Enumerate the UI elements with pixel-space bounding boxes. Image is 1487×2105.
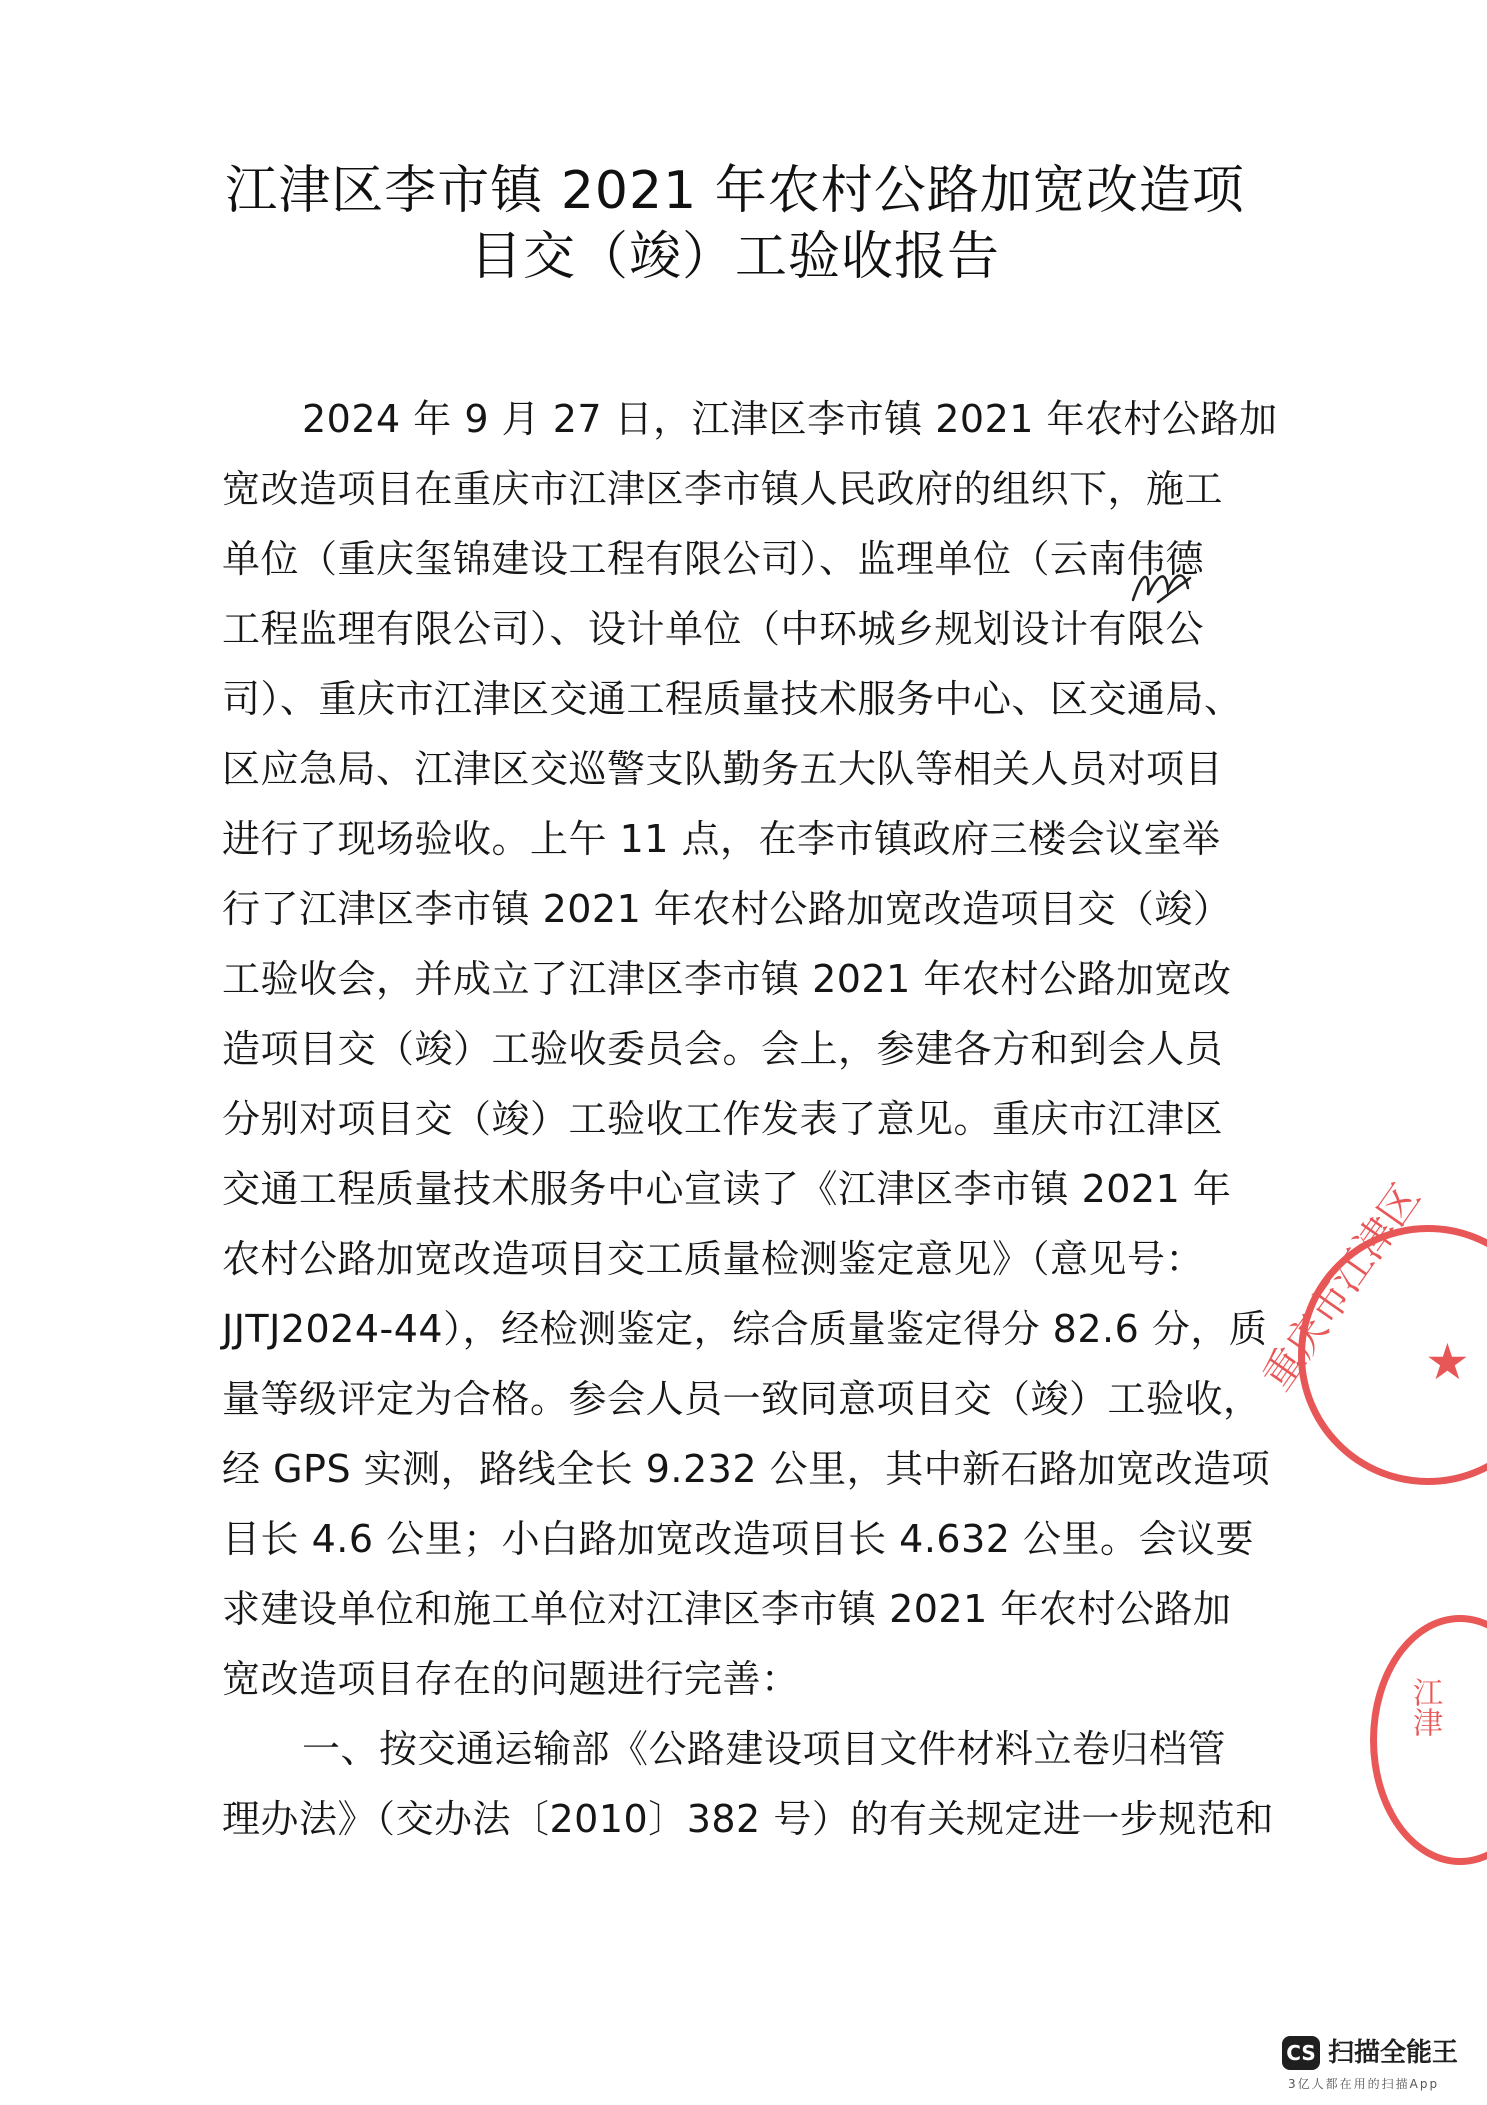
- body-line: 工程监理有限公司）、设计单位（中环城乡规划设计有限公: [222, 607, 1205, 651]
- official-seal-stamp: [1254, 1175, 1487, 1485]
- body-line: 交通工程质量技术服务中心宣读了《江津区李市镇 2021 年: [222, 1167, 1232, 1211]
- body-line: 一、按交通运输部《公路建设项目文件材料立卷归档管: [302, 1727, 1227, 1771]
- body-line: 分别对项目交（竣）工验收工作发表了意见。重庆市江津区: [222, 1097, 1224, 1141]
- title-line-2: 目交（竣）工验收报告: [469, 227, 1000, 287]
- partial-seal-stamp: [1370, 1615, 1487, 1865]
- body-line: 造项目交（竣）工验收委员会。会上，参建各方和到会人员: [222, 1027, 1224, 1071]
- body-line: 行了江津区李市镇 2021 年农村公路加宽改造项目交（竣）: [222, 887, 1232, 931]
- seal-star-icon: ★: [1425, 1333, 1470, 1391]
- body-line: 司）、重庆市江津区交通工程质量技术服务中心、区交通局、: [222, 677, 1243, 721]
- watermark-app-name: 扫描全能王: [1328, 2038, 1459, 2068]
- body-line: 工验收会，并成立了江津区李市镇 2021 年农村公路加宽改: [222, 957, 1232, 1001]
- body-line: 农村公路加宽改造项目交工质量检测鉴定意见》（意见号：: [222, 1237, 1205, 1281]
- body-line: 经 GPS 实测，路线全长 9.232 公里，其中新石路加宽改造项: [222, 1447, 1271, 1491]
- body-line: 2024 年 9 月 27 日，江津区李市镇 2021 年农村公路加: [302, 397, 1278, 441]
- watermark-tagline: 3亿人都在用的扫描App: [1288, 2077, 1440, 2091]
- body-line: 区应急局、江津区交巡警支队勤务五大队等相关人员对项目: [222, 747, 1224, 791]
- body-line: 宽改造项目存在的问题进行完善：: [222, 1657, 800, 1701]
- title-line-1: 江津区李市镇 2021 年农村公路加宽改造项: [225, 161, 1245, 221]
- seal-text: 重庆市江津区: [1254, 1175, 1430, 1399]
- body-line: 求建设单位和施工单位对江津区李市镇 2021 年农村公路加: [222, 1587, 1232, 1631]
- document-body: [222, 384, 1278, 1854]
- body-line: 宽改造项目在重庆市江津区李市镇人民政府的组织下，施工: [222, 467, 1224, 511]
- camscanner-logo-icon: CS: [1282, 2036, 1320, 2070]
- document-title: [160, 158, 1310, 290]
- body-line: 单位（重庆玺锦建设工程有限公司）、监理单位（云南伟德: [222, 537, 1205, 581]
- body-line: 理办法》（交办法〔2010〕382 号）的有关规定进一步规范和: [222, 1797, 1274, 1841]
- body-line: 量等级评定为合格。参会人员一致同意项目交（竣）工验收，: [222, 1377, 1262, 1421]
- body-line: 目长 4.6 公里；小白路加宽改造项目长 4.632 公里。会议要: [222, 1517, 1255, 1561]
- partial-seal-text: 江津: [1407, 1677, 1442, 1737]
- scanner-watermark: [1282, 2036, 1472, 2096]
- body-line: JJTJ2024-44），经检测鉴定，综合质量鉴定得分 82.6 分，质: [222, 1307, 1268, 1351]
- handwritten-signature-icon: [1128, 560, 1198, 610]
- body-line: 进行了现场验收。上午 11 点，在李市镇政府三楼会议室举: [222, 817, 1221, 861]
